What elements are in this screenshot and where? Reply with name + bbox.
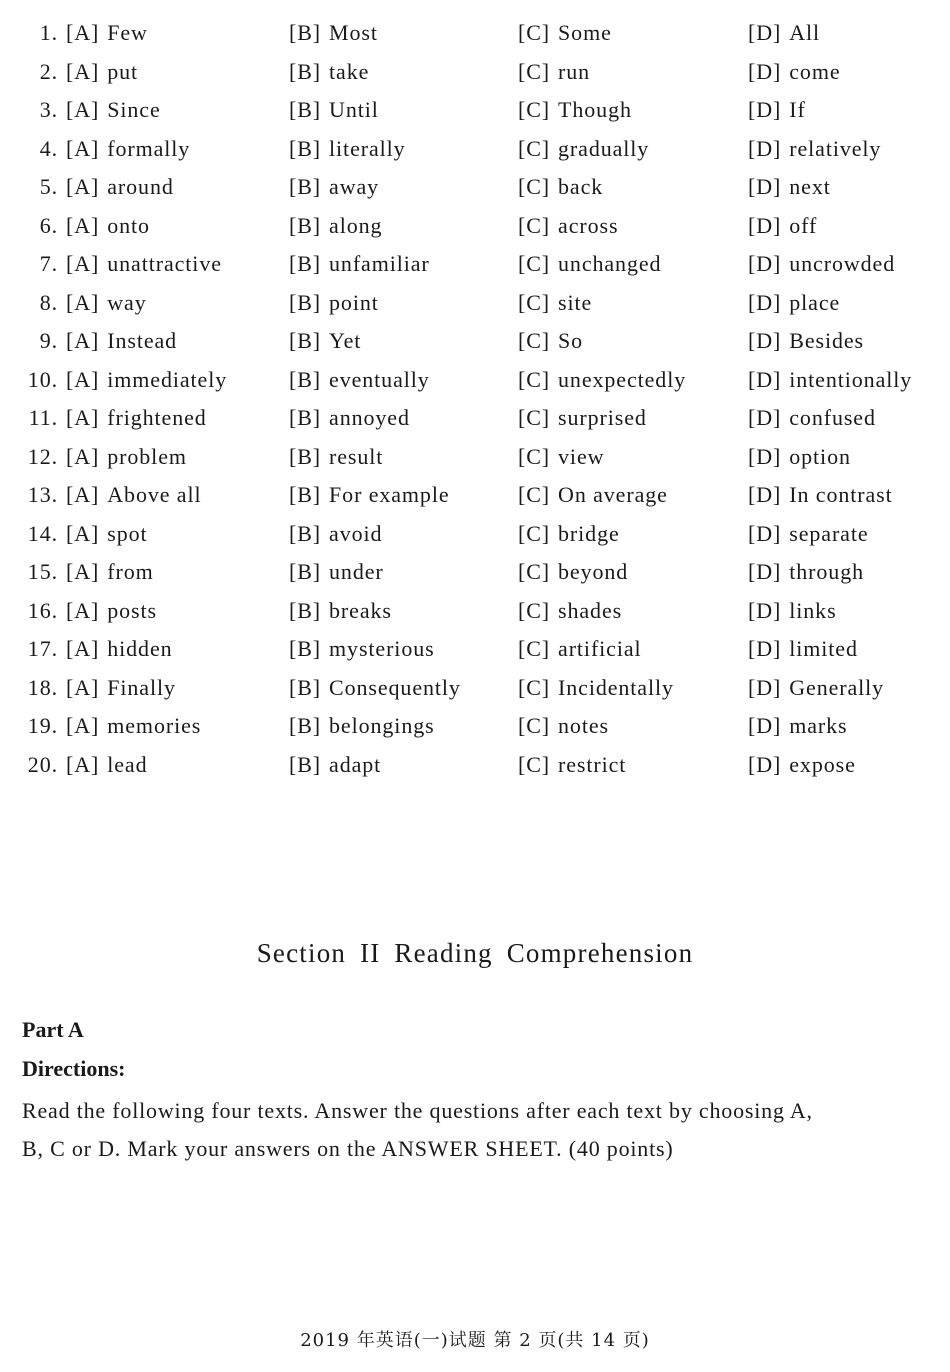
option-text: separate — [789, 520, 869, 546]
option-letter: [A] — [66, 289, 100, 315]
option-text: If — [789, 97, 806, 122]
option-text: point — [329, 289, 379, 315]
question-number: 1. — [39, 20, 58, 45]
question-number: 5. — [39, 174, 58, 199]
option-text: Some — [558, 20, 612, 45]
option-text: formally — [107, 135, 191, 161]
option-text: links — [789, 597, 837, 623]
option-text: unattractive — [107, 251, 222, 276]
option-text: adapt — [329, 751, 382, 777]
part-label: Part A — [22, 1017, 84, 1042]
option-text: Instead — [107, 328, 178, 353]
option-text: Most — [329, 20, 378, 45]
option-text: option — [789, 443, 851, 469]
option-text: intentionally — [789, 366, 913, 392]
option-d — [748, 207, 817, 245]
option-c — [518, 322, 583, 360]
option-letter: [D] — [748, 636, 782, 661]
option-d — [748, 515, 869, 553]
option-letter: [D] — [748, 482, 782, 507]
option-a — [66, 399, 207, 437]
option-b — [289, 14, 378, 52]
option-letter: [C] — [518, 443, 551, 469]
option-letter: [B] — [289, 289, 322, 315]
option-text: annoyed — [329, 405, 410, 430]
option-text: across — [558, 212, 619, 238]
option-text: memories — [107, 713, 202, 738]
directions-line: Read the following four texts. Answer the questions after each text by choosing A, — [22, 1098, 813, 1123]
option-a — [66, 168, 174, 206]
question-number: 15. — [27, 559, 58, 584]
option-b — [289, 476, 450, 514]
option-b — [289, 630, 435, 668]
option-letter: [A] — [66, 251, 100, 276]
option-d — [748, 322, 864, 360]
option-text: Few — [107, 20, 148, 45]
option-text: artificial — [558, 636, 642, 661]
option-letter: [B] — [289, 751, 322, 777]
option-text: problem — [107, 443, 187, 469]
question-number: 11. — [28, 405, 58, 430]
option-c — [518, 553, 628, 591]
option-letter: [A] — [66, 366, 100, 392]
option-d — [748, 53, 841, 91]
option-text: In contrast — [789, 482, 893, 507]
option-letter: [A] — [66, 751, 100, 777]
option-d — [748, 553, 864, 591]
option-letter: [C] — [518, 174, 551, 199]
option-text: way — [107, 289, 147, 315]
option-c — [518, 746, 626, 784]
option-d — [748, 361, 912, 399]
option-text: site — [558, 289, 593, 315]
option-c — [518, 91, 632, 129]
option-a — [66, 630, 173, 668]
option-letter: [A] — [66, 482, 100, 507]
option-letter: [B] — [289, 328, 322, 353]
options-table — [0, 14, 950, 784]
option-letter: [D] — [748, 174, 782, 199]
option-text: spot — [107, 520, 148, 546]
option-b — [289, 399, 410, 437]
question-row — [0, 515, 950, 554]
option-text: Consequently — [329, 674, 461, 700]
option-letter: [C] — [518, 713, 551, 738]
option-b — [289, 361, 430, 399]
option-a — [66, 515, 148, 553]
option-a — [66, 476, 202, 514]
option-text: shades — [558, 597, 623, 623]
option-letter: [D] — [748, 520, 782, 546]
option-d — [748, 91, 806, 129]
option-a — [66, 130, 190, 168]
option-letter: [D] — [748, 597, 782, 623]
option-letter: [A] — [66, 597, 100, 623]
option-letter: [B] — [289, 713, 322, 738]
option-letter: [B] — [289, 97, 322, 122]
option-text: Yet — [329, 328, 362, 353]
option-c — [518, 245, 661, 283]
question-number: 17. — [27, 636, 58, 661]
option-text: Above all — [107, 482, 202, 507]
option-b — [289, 91, 379, 129]
question-row — [0, 91, 950, 130]
option-text: surprised — [558, 405, 647, 430]
option-a — [66, 207, 150, 245]
option-text: literally — [329, 135, 406, 161]
option-d — [748, 707, 848, 745]
question-number: 13. — [27, 482, 58, 507]
option-d — [748, 630, 858, 668]
question-number: 6. — [39, 212, 58, 238]
option-d — [748, 168, 831, 206]
option-text: All — [789, 20, 821, 45]
option-text: breaks — [329, 597, 392, 623]
option-b — [289, 53, 369, 91]
question-row — [0, 284, 950, 323]
question-row — [0, 207, 950, 246]
option-a — [66, 245, 222, 283]
option-text: put — [107, 58, 139, 84]
question-row — [0, 322, 950, 361]
option-text: beyond — [558, 559, 629, 584]
option-b — [289, 438, 383, 476]
option-letter: [C] — [518, 674, 551, 700]
option-a — [66, 553, 154, 591]
option-a — [66, 284, 147, 322]
option-letter: [C] — [518, 597, 551, 623]
question-number: 2. — [39, 58, 58, 84]
option-text: unfamiliar — [329, 251, 430, 276]
question-row — [0, 53, 950, 92]
option-a — [66, 438, 187, 476]
option-letter: [C] — [518, 366, 551, 392]
option-a — [66, 14, 148, 52]
option-letter: [A] — [66, 135, 100, 161]
option-d — [748, 130, 881, 168]
option-letter: [A] — [66, 20, 100, 45]
question-number: 8. — [39, 289, 58, 315]
option-letter: [C] — [518, 636, 551, 661]
directions-label: Directions: — [22, 1056, 126, 1081]
option-letter: [D] — [748, 443, 782, 469]
option-text: gradually — [558, 135, 650, 161]
question-row — [0, 669, 950, 708]
option-a — [66, 669, 176, 707]
option-text: result — [329, 443, 384, 469]
option-c — [518, 361, 686, 399]
question-number: 4. — [39, 135, 58, 161]
option-text: Incidentally — [558, 674, 674, 700]
option-letter: [C] — [518, 482, 551, 507]
option-a — [66, 361, 227, 399]
option-text: around — [107, 174, 174, 199]
option-letter: [C] — [518, 212, 551, 238]
option-b — [289, 130, 406, 168]
question-number: 20. — [27, 751, 58, 777]
option-text: off — [789, 212, 818, 238]
option-text: through — [789, 559, 864, 584]
option-letter: [A] — [66, 212, 100, 238]
option-letter: [C] — [518, 58, 551, 84]
option-letter: [D] — [748, 713, 782, 738]
option-text: Finally — [107, 674, 176, 700]
question-row — [0, 746, 950, 785]
option-c — [518, 399, 647, 437]
option-letter: [C] — [518, 20, 551, 45]
option-d — [748, 669, 884, 707]
option-b — [289, 592, 392, 630]
question-row — [0, 168, 950, 207]
option-letter: [A] — [66, 58, 100, 84]
option-a — [66, 53, 138, 91]
question-number: 14. — [27, 520, 58, 546]
option-letter: [C] — [518, 559, 551, 584]
option-b — [289, 707, 435, 745]
option-letter: [B] — [289, 135, 322, 161]
option-letter: [B] — [289, 212, 322, 238]
option-letter: [D] — [748, 97, 782, 122]
option-text: immediately — [107, 366, 228, 392]
option-d — [748, 438, 851, 476]
option-c — [518, 707, 609, 745]
option-letter: [C] — [518, 97, 551, 122]
option-letter: [D] — [748, 366, 782, 392]
option-d — [748, 284, 840, 322]
option-text: For example — [329, 482, 450, 507]
option-letter: [C] — [518, 520, 551, 546]
option-a — [66, 746, 148, 784]
question-row — [0, 553, 950, 592]
option-a — [66, 322, 177, 360]
question-number: 18. — [27, 674, 58, 700]
option-letter: [C] — [518, 135, 551, 161]
option-letter: [B] — [289, 636, 322, 661]
option-letter: [D] — [748, 289, 782, 315]
option-b — [289, 553, 384, 591]
question-number: 9. — [39, 328, 58, 353]
option-letter: [A] — [66, 405, 100, 430]
option-text: unexpectedly — [558, 366, 687, 392]
option-letter: [A] — [66, 636, 100, 661]
option-d — [748, 592, 837, 630]
option-letter: [B] — [289, 20, 322, 45]
option-text: away — [329, 174, 380, 199]
option-text: Until — [329, 97, 379, 122]
option-text: Generally — [789, 674, 885, 700]
option-text: restrict — [558, 751, 627, 777]
page-footer: 2019 年英语(一)试题 第 2 页(共 14 页) — [300, 1330, 650, 1351]
option-letter: [D] — [748, 751, 782, 777]
option-text: avoid — [329, 520, 383, 546]
option-d — [748, 476, 893, 514]
option-text: mysterious — [329, 636, 435, 661]
option-letter: [A] — [66, 520, 100, 546]
option-text: from — [107, 559, 154, 584]
option-letter: [C] — [518, 751, 551, 777]
option-b — [289, 245, 430, 283]
option-letter: [A] — [66, 674, 100, 700]
option-b — [289, 746, 381, 784]
option-text: place — [789, 289, 841, 315]
option-text: uncrowded — [789, 251, 896, 276]
option-text: under — [329, 559, 384, 584]
option-letter: [D] — [748, 674, 782, 700]
option-letter: [B] — [289, 559, 322, 584]
question-row — [0, 592, 950, 631]
option-text: view — [558, 443, 605, 469]
option-d — [748, 399, 876, 437]
option-letter: [B] — [289, 366, 322, 392]
option-a — [66, 707, 201, 745]
option-letter: [B] — [289, 251, 322, 276]
option-letter: [B] — [289, 174, 322, 199]
option-letter: [B] — [289, 58, 322, 84]
option-letter: [D] — [748, 20, 782, 45]
option-letter: [D] — [748, 251, 782, 276]
question-number: 19. — [27, 713, 58, 738]
option-text: So — [558, 328, 584, 353]
option-b — [289, 168, 379, 206]
option-letter: [D] — [748, 328, 782, 353]
question-row — [0, 130, 950, 169]
option-text: onto — [107, 212, 150, 238]
option-letter: [B] — [289, 674, 322, 700]
option-c — [518, 669, 674, 707]
option-b — [289, 207, 382, 245]
question-number: 3. — [39, 97, 58, 122]
option-text: relatively — [789, 135, 882, 161]
option-c — [518, 168, 603, 206]
option-letter: [B] — [289, 520, 322, 546]
option-letter: [D] — [748, 405, 782, 430]
option-letter: [A] — [66, 97, 100, 122]
question-row — [0, 476, 950, 515]
option-text: back — [558, 174, 604, 199]
question-number: 16. — [27, 597, 58, 623]
option-text: run — [558, 58, 591, 84]
directions-line: B, C or D. Mark your answers on the ANSWER SHEET. (40 points) — [22, 1136, 674, 1161]
option-d — [748, 14, 820, 52]
question-number: 10. — [27, 366, 58, 392]
option-letter: [C] — [518, 251, 551, 276]
option-text: come — [789, 58, 841, 84]
option-letter: [C] — [518, 289, 551, 315]
option-a — [66, 91, 161, 129]
question-number: 7. — [39, 251, 58, 276]
option-c — [518, 438, 604, 476]
question-number: 12. — [27, 443, 58, 469]
option-text: unchanged — [558, 251, 662, 276]
option-letter: [B] — [289, 443, 322, 469]
option-text: Since — [107, 97, 161, 122]
option-a — [66, 592, 157, 630]
option-letter: [A] — [66, 174, 100, 199]
option-b — [289, 284, 379, 322]
option-c — [518, 284, 592, 322]
option-text: confused — [789, 405, 876, 430]
option-b — [289, 669, 461, 707]
option-text: expose — [789, 751, 856, 777]
option-letter: [D] — [748, 559, 782, 584]
option-letter: [A] — [66, 328, 100, 353]
option-text: marks — [789, 713, 848, 738]
option-c — [518, 53, 590, 91]
option-b — [289, 515, 382, 553]
option-letter: [A] — [66, 559, 100, 584]
option-text: next — [789, 174, 831, 199]
option-b — [289, 322, 361, 360]
section-title: Section II Reading Comprehension — [256, 938, 694, 968]
option-letter: [B] — [289, 597, 322, 623]
option-letter: [D] — [748, 58, 782, 84]
option-text: Though — [558, 97, 632, 122]
option-c — [518, 515, 620, 553]
option-text: notes — [558, 713, 609, 738]
option-letter: [B] — [289, 482, 322, 507]
option-text: hidden — [107, 636, 173, 661]
question-row — [0, 438, 950, 477]
directions-text — [22, 1092, 934, 1168]
question-row — [0, 14, 950, 53]
option-text: On average — [558, 482, 668, 507]
option-text: posts — [107, 597, 157, 623]
option-letter: [B] — [289, 405, 322, 430]
option-text: Besides — [789, 328, 864, 353]
question-row — [0, 399, 950, 438]
option-text: eventually — [329, 366, 430, 392]
option-c — [518, 14, 612, 52]
question-row — [0, 245, 950, 284]
option-text: belongings — [329, 713, 435, 738]
question-row — [0, 707, 950, 746]
question-row — [0, 361, 950, 400]
option-c — [518, 592, 622, 630]
option-text: limited — [789, 636, 858, 661]
option-c — [518, 207, 618, 245]
option-c — [518, 476, 668, 514]
question-row — [0, 630, 950, 669]
option-letter: [A] — [66, 713, 100, 738]
option-letter: [D] — [748, 212, 782, 238]
option-c — [518, 130, 649, 168]
option-letter: [C] — [518, 405, 551, 430]
option-text: bridge — [558, 520, 620, 546]
option-c — [518, 630, 642, 668]
option-text: take — [329, 58, 370, 84]
option-letter: [A] — [66, 443, 100, 469]
option-text: frightened — [107, 405, 207, 430]
option-letter: [D] — [748, 135, 782, 161]
option-d — [748, 746, 856, 784]
option-d — [748, 245, 895, 283]
option-text: along — [329, 212, 383, 238]
option-letter: [C] — [518, 328, 551, 353]
option-text: lead — [107, 751, 148, 777]
